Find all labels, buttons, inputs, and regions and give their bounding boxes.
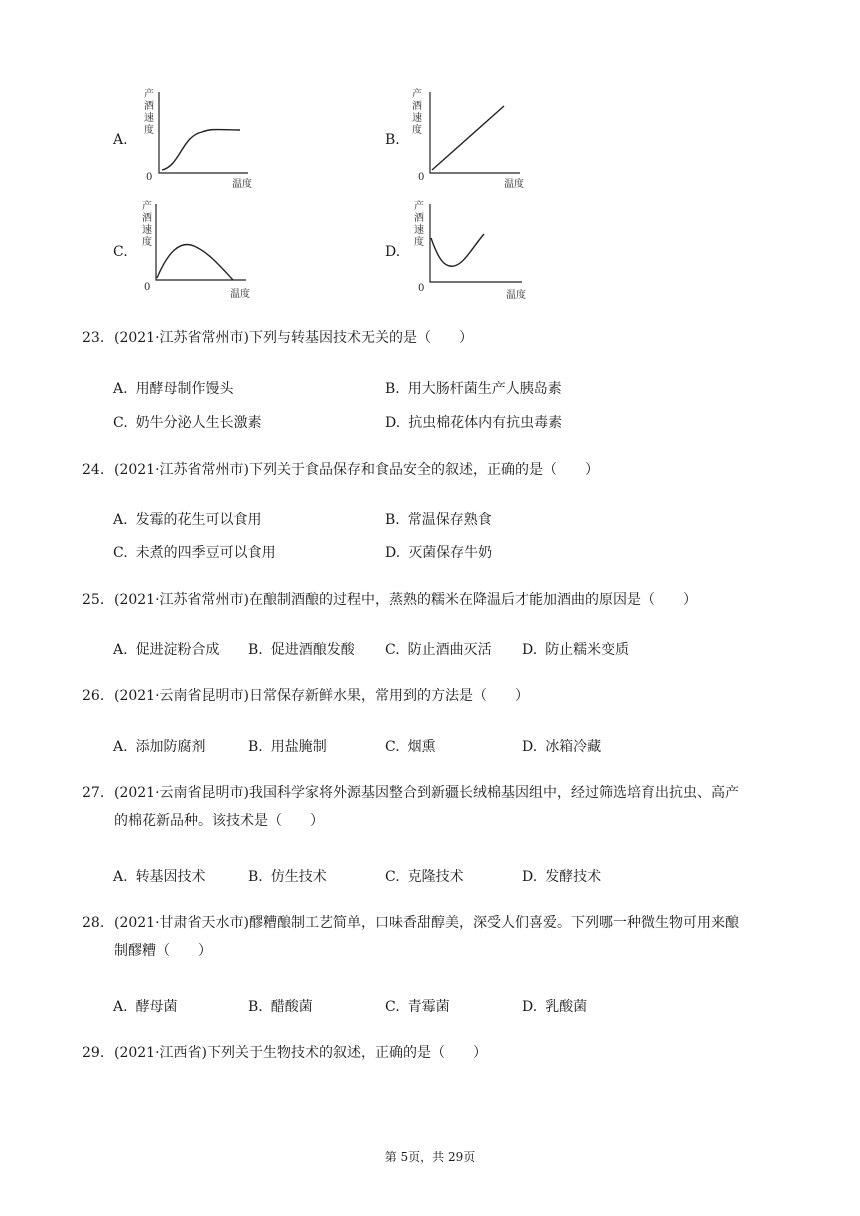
graph-c-xlabel: 温度 bbox=[230, 289, 250, 300]
graph-b-ylabel-4: 度 bbox=[412, 125, 422, 136]
page-footer: 第 5页，共 29页 bbox=[384, 1150, 476, 1164]
q28-option-c[interactable]: C. 青霉菌 bbox=[385, 999, 450, 1015]
graph-b-ylabel-3: 速 bbox=[412, 113, 422, 124]
question-number: 24. bbox=[82, 462, 105, 478]
graph-a-ylabel-3: 速 bbox=[144, 113, 154, 124]
question-text: (2021·江苏省常州市)下列关于食品保存和食品安全的叙述，正确的是（ ） bbox=[114, 462, 600, 478]
q24-option-a[interactable]: A. 发霉的花生可以食用 bbox=[113, 512, 262, 528]
graph-c-ylabel-2: 酒 bbox=[142, 213, 152, 224]
question-24 bbox=[82, 456, 782, 484]
graph-a-curve bbox=[162, 130, 240, 171]
q25-option-d[interactable]: D. 防止糯米变质 bbox=[522, 642, 630, 658]
question-26 bbox=[82, 682, 782, 710]
graph-d-ylabel-4: 度 bbox=[414, 237, 424, 248]
question-28 bbox=[82, 909, 782, 965]
graph-b-line bbox=[432, 106, 504, 170]
graph-c-ylabel-4: 度 bbox=[142, 237, 152, 248]
question-23 bbox=[82, 324, 782, 352]
graph-c-ylabel-1: 产 bbox=[142, 201, 152, 212]
option-a-label: A. bbox=[113, 132, 128, 148]
q26-option-d[interactable]: D. 冰箱冷藏 bbox=[522, 739, 602, 755]
question-number: 26. bbox=[82, 688, 105, 704]
q24-option-b[interactable]: B. 常温保存熟食 bbox=[385, 512, 492, 528]
q23-option-a[interactable]: A. 用酵母制作馒头 bbox=[113, 381, 234, 397]
graph-d-ylabel-1: 产 bbox=[414, 201, 424, 212]
question-text: (2021·甘肃省天水市)醪糟酿制工艺简单，口味香甜醇美，深受人们喜爱。下列哪一种微生物可用来酿 bbox=[114, 915, 740, 931]
q24-option-c[interactable]: C. 未煮的四季豆可以食用 bbox=[113, 545, 276, 561]
graph-c-y-axis bbox=[156, 204, 246, 280]
q27-option-d[interactable]: D. 发酵技术 bbox=[522, 869, 602, 885]
q25-option-c[interactable]: C. 防止酒曲灭活 bbox=[385, 642, 492, 658]
graph-a-xlabel: 温度 bbox=[232, 179, 252, 190]
question-text: (2021·江苏省常州市)下列与转基因技术无关的是（ ） bbox=[114, 330, 474, 346]
question-text: (2021·云南省昆明市)我国科学家将外源基因整合到新疆长绒棉基因组中，经过筛选培育出抗虫、高产 bbox=[114, 785, 740, 801]
graph-d-y-axis bbox=[430, 204, 522, 282]
option-d-label: D. bbox=[385, 244, 401, 260]
graph-d-ylabel-2: 酒 bbox=[414, 213, 424, 224]
graph-c bbox=[140, 200, 270, 309]
question-number: 28. bbox=[82, 915, 105, 931]
graph-c-ylabel-3: 速 bbox=[142, 225, 152, 236]
question-text: (2021·江苏省常州市)在酿制酒酿的过程中，蒸熟的糯米在降温后才能加酒曲的原因是（ ） bbox=[114, 592, 698, 608]
question-text: (2021·江西省)下列关于生物技术的叙述，正确的是（ ） bbox=[114, 1045, 488, 1061]
q26-option-b[interactable]: B. 用盐腌制 bbox=[248, 739, 327, 755]
option-c-label: C. bbox=[113, 244, 128, 260]
option-b-label: B. bbox=[385, 132, 400, 148]
graph-b-origin: 0 bbox=[418, 172, 425, 183]
question-25 bbox=[82, 586, 782, 614]
graph-a-ylabel-4: 度 bbox=[144, 125, 154, 136]
graph-a-y-axis bbox=[159, 92, 248, 173]
q25-option-b[interactable]: B. 促进酒酿发酸 bbox=[248, 642, 355, 658]
graph-c-origin: 0 bbox=[144, 282, 151, 293]
question-29 bbox=[82, 1039, 782, 1067]
question-text-cont: 制醪糟（ ） bbox=[114, 943, 212, 959]
q28-option-a[interactable]: A. 酵母菌 bbox=[113, 999, 178, 1015]
graph-a-ylabel-1: 产 bbox=[144, 89, 154, 100]
question-27 bbox=[82, 779, 782, 835]
graph-a bbox=[140, 88, 270, 197]
q27-option-b[interactable]: B. 仿生技术 bbox=[248, 869, 327, 885]
graph-d-ylabel-3: 速 bbox=[414, 225, 424, 236]
question-text-cont: 的棉花新品种。该技术是（ ） bbox=[114, 813, 324, 829]
q27-option-c[interactable]: C. 克隆技术 bbox=[385, 869, 464, 885]
graph-c-curve bbox=[157, 244, 233, 280]
question-number: 29. bbox=[82, 1045, 105, 1061]
graph-d-curve bbox=[431, 234, 484, 266]
graph-b bbox=[410, 88, 540, 197]
question-number: 27. bbox=[82, 785, 105, 801]
graph-b-xlabel: 温度 bbox=[504, 179, 524, 190]
question-number: 23. bbox=[82, 330, 105, 346]
q23-option-b[interactable]: B. 用大肠杆菌生产人胰岛素 bbox=[385, 381, 562, 397]
q28-option-b[interactable]: B. 醋酸菌 bbox=[248, 999, 313, 1015]
q26-option-a[interactable]: A. 添加防腐剂 bbox=[113, 739, 206, 755]
graph-d-xlabel: 温度 bbox=[506, 290, 526, 301]
graph-a-ylabel-2: 酒 bbox=[144, 101, 154, 112]
q27-option-a[interactable]: A. 转基因技术 bbox=[113, 869, 206, 885]
graph-b-ylabel-2: 酒 bbox=[412, 101, 422, 112]
q23-option-d[interactable]: D. 抗虫棉花体内有抗虫毒素 bbox=[385, 415, 563, 431]
q25-option-a[interactable]: A. 促进淀粉合成 bbox=[113, 642, 220, 658]
q26-option-c[interactable]: C. 烟熏 bbox=[385, 739, 436, 755]
q24-option-d[interactable]: D. 灭菌保存牛奶 bbox=[385, 545, 493, 561]
graph-d bbox=[412, 200, 542, 309]
question-number: 25. bbox=[82, 592, 105, 608]
graph-b-ylabel-1: 产 bbox=[412, 89, 422, 100]
graph-a-origin: 0 bbox=[146, 172, 153, 183]
graph-d-origin: 0 bbox=[418, 283, 425, 294]
q23-option-c[interactable]: C. 奶牛分泌人生长激素 bbox=[113, 415, 262, 431]
q28-option-d[interactable]: D. 乳酸菌 bbox=[522, 999, 588, 1015]
question-text: (2021·云南省昆明市)日常保存新鲜水果，常用到的方法是（ ） bbox=[114, 688, 530, 704]
